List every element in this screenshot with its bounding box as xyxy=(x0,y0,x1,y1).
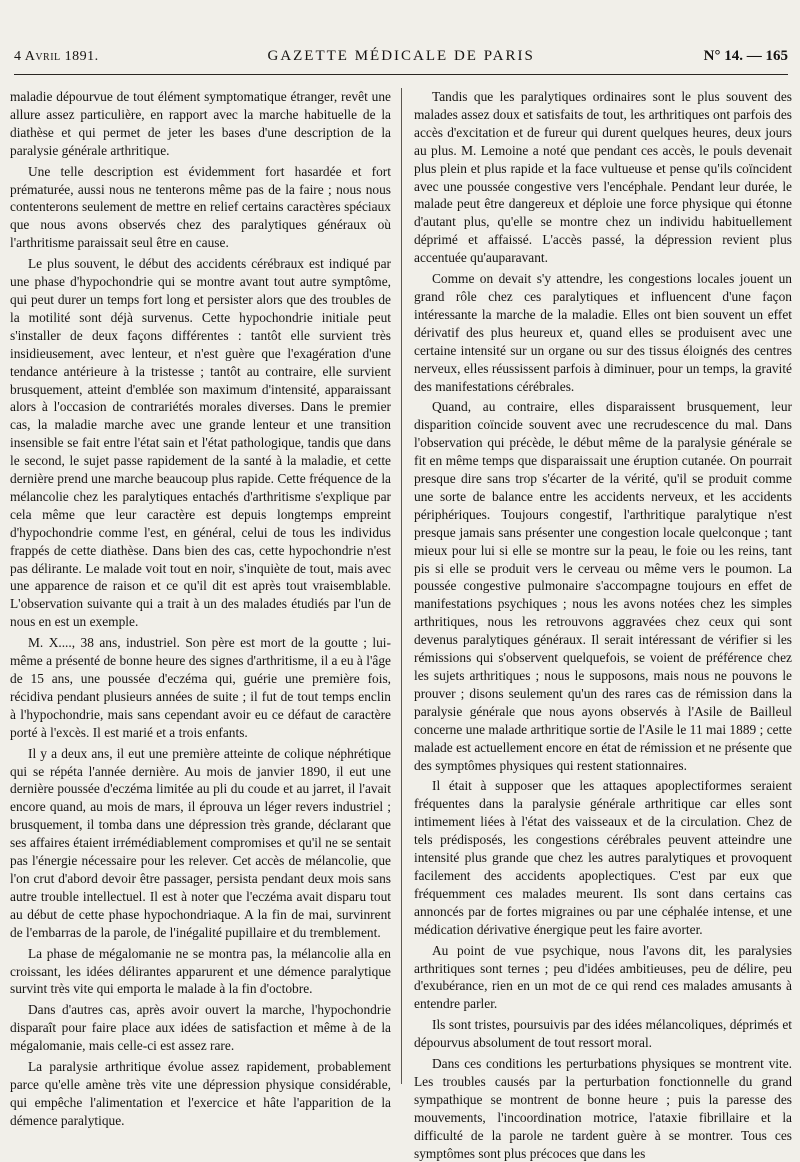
paragraph: M. X...., 38 ans, industriel. Son père est mort de la goutte ; lui-même a présenté de bonne heure des signes d'arthritisme, il a eu à l'âge de 15 ans, une poussée d'eczéma qui, guérie une première fois, récidiva pendant plusieurs années de suite ; il fut de tout temps enclin à l'hypochondrie, mais sans cependant avoir eu ce défaut de caractère porté à l'excès. Il est marié et a trois enfants. xyxy=(10,635,391,740)
paragraph: maladie dépourvue de tout élément symptomatique étranger, revêt une allure assez particulière, en rapport avec la marche habituelle de la diathèse et qui permet de jeter les bases d'une description de la paralysie générale arthritique. xyxy=(10,89,391,158)
paragraph: Il y a deux ans, il eut une première atteinte de colique néphrétique qui se répéta l'année dernière. Au mois de janvier 1890, il eut une dernière poussée d'eczéma limitée au pli du coude et au jarret, il l'avait encore quand, au mois de mars, il éprouva un léger revers industriel ; brusquement, il tomba dans une dépression très grande, déclarant que ses affaires étaient irrémédiablement compromises et qu'il ne se sentait pas l'énergie nécessaire pour les relever. Cet accès de mélancolie, que l'on crut d'abord devoir être passager, persista pendant deux mois sans autre trouble intellectuel. Il est à noter que l'eczéma avait disparu tout au début de cette phase hypochondriaque. A la fin de mai, survinrent de l'embarras de la parole, de l'inégalité pupillaire et du tremblement. xyxy=(10,745,391,940)
paragraph: La phase de mégalomanie ne se montra pas, la mélancolie alla en croissant, les idées délirantes apparurent et une démence paralytique survint très vite qui emporta le malade à la fin d'octobre. xyxy=(10,945,391,997)
paragraph: La paralysie arthritique évolue assez rapidement, probablement parce qu'elle amène très vite une dépression physique considérable, qui empêche l'alimentation et l'exercice et hâte l'apparition de la démence paralytique. xyxy=(10,1059,391,1128)
paragraph: Quand, au contraire, elles disparaissent brusquement, leur disparition coïncide souvent avec une recrudescence du mal. Dans l'observation qui précède, le début même de la paralysie générale se fit en même temps que disparaissait une éruption cutanée. On pourrait presque dire sans trop s'écarter de la vérité, qu'il se produit comme une sorte de balance entre les accidents nerveux, et les accidents périphériques. Toujours congestif, l'arthritique paralytique n'est presque jamais sans présenter une congestion locale quelconque ; tant mieux pour lui si elle se montre sur la peau, le foie ou les reins, tant pis si elle se produit vers le cerveau ou même vers le poumon. La poussée congestive pulmonaire s'accompagne toujours en effet de manifestations psychiques ; nous les avons notées chez les simples arthritiques, nous les retrouvons aggravées chez ceux qui sont devenus paralytiques généraux. Il serait intéressant de vérifier si les rémissions qui s'observent quelquefois, se voient de préférence chez les sujets arthritiques ; nous le supposons, mais nous ne pouvons le prouver ; disons seulement qu'un des rares cas de rémission dans la paralysie générale que nous ayons observés à l'Asile de Bailleul concerne une malade arthritique sortie de l'Asile le 11 mai 1889 ; cette malade est actuellement encore en état de rémission et ne présente que des symptômes physiques qui restent stationnaires. xyxy=(414,399,792,773)
paragraph: Le plus souvent, le début des accidents cérébraux est indiqué par une phase d'hypochondrie qui se montre avant tout autre symptôme, qui peut durer un temps fort long et persister alors que des troubles de la motilité sont déjà survenus. Cette hypochondrie initiale peut s'installer de deux façons différentes : tantôt elle survient très insidieusement, avec lenteur, et n'est guère que l'exagération d'une tendance antérieure à la tristesse ; tantôt au contraire, elle survient brusquement, atteint d'emblée son maximum d'intensité, apparaissant alors à l'occasion de contrariétés morales diverses. Dans le premier cas, la maladie marche avec une grande lenteur et une transition insensible se fait entre l'état sain et l'état pathologique, tandis que dans le second, le sujet passe rapidement de la santé à la maladie, et cette dernière prend une marche beaucoup plus rapide. Cette fréquence de la mélancolie chez les paralytiques entachés d'arthritisme s'explique par cela même que leur caractère est depuis longtemps empreint d'hypochondrie comme l'est, en général, celui de tous les individus frappés de cette diathèse. Dans bien des cas, cette hypochondrie n'est pas délirante. Le malade voit tout en noir, s'inquiète de tout, mais avec une apparence de raison et ce qu'il dit est après tout vraisemblable. L'observation suivante qui a trait à un des malades étudiés par l'un de nous en est un exemple. xyxy=(10,256,391,630)
paragraph: Tandis que les paralytiques ordinaires sont le plus souvent des malades assez doux et satisfaits de tout, les arthritiques ont parfois des accès d'excitation et de fureur qui durent quelques heures, deux jours au plus. M. Lemoine a noté que pendant ces accès, le pouls devenait plus plein et plus rapide et la face vultueuse et pense qu'ils coïncident avec une poussée congestive vers l'encéphale. Pendant leur durée, le malade peut être dangereux et déploie une force physique qui étonne d'autant plus, qu'elle se montre chez un individu habituellement déprimé et affaissé. L'accès passé, la dépression revient plus accentuée qu'auparavant. xyxy=(414,89,792,266)
paragraph: Dans ces conditions les perturbations physiques se montrent vite. Les troubles causés par la perturbation fonctionnelle du grand sympathique se montrent de bonne heure ; puis la paresse des mouvements, l'incoordination motrice, l'ataxie fibrillaire et la difficulté de la parole ne tardent guère à se montrer. Tous ces symptômes sont plus précoces que dans les xyxy=(414,1056,792,1161)
header-issue-page: N° 14. — 165 xyxy=(703,48,788,64)
paragraph: Ils sont tristes, poursuivis par des idées mélancoliques, déprimés et dépourvus absolument de tout ressort moral. xyxy=(414,1017,792,1051)
right-column xyxy=(401,88,792,1161)
page-header xyxy=(14,48,788,75)
paragraph: Dans d'autres cas, après avoir ouvert la marche, l'hypochondrie disparaît pour faire place aux idées de satisfaction et même à de la mégalomanie, mais celle-ci est assez rare. xyxy=(10,1002,391,1054)
header-date: 4 Avril 1891. xyxy=(14,49,99,64)
paragraph: Il était à supposer que les attaques apoplectiformes seraient fréquentes dans la paralysie générale arthritique car elles sont intimement liées à l'état des vaisseaux et de la circulation. Chez de tels prédisposés, les congestions cérébrales peuvent atteindre une intensité plus grande que chez les autres paralytiques et provoquent facilement des accidents apoplectiques. C'est par eux que fréquemment ces malades meurent. Ils sont dans certains cas annoncés par de fortes migraines ou par une céphalée intense, et une médication dérivative énergique peut les faire avorter. xyxy=(414,778,792,937)
left-column xyxy=(10,88,401,1128)
paragraph: Une telle description est évidemment fort hasardée et fort prématurée, aussi nous ne tenterons même pas de la faire ; nous nous contenterons seulement de mettre en relief certains caractères spéciaux que nous avons observés chez des paralytiques généraux où l'arthritisme paraissait seul être en cause. xyxy=(10,163,391,251)
paragraph: Comme on devait s'y attendre, les congestions locales jouent un grand rôle chez ces paralytiques et influencent d'une façon intéressante la marche de la maladie. Elles ont bien souvent un effet dérivatif des plus heureux et, quand elles se produisent avec une certaine intensité sur un organe ou sur des tissus éloignés des centres nerveux, elles réussissent parfois à diminuer, pour un temps, la gravité des manifestations cérébrales. xyxy=(414,271,792,394)
text-columns xyxy=(10,88,792,1161)
header-title: GAZETTE MÉDICALE DE PARIS xyxy=(267,48,535,64)
paragraph: Au point de vue psychique, nous l'avons dit, les paralysies arthritiques sont ternes ; peu d'idées ambitieuses, peu de délire, peu d'exubérance, rien en un mot de ce qui rend ces malades amusants à entendre parler. xyxy=(414,942,792,1012)
